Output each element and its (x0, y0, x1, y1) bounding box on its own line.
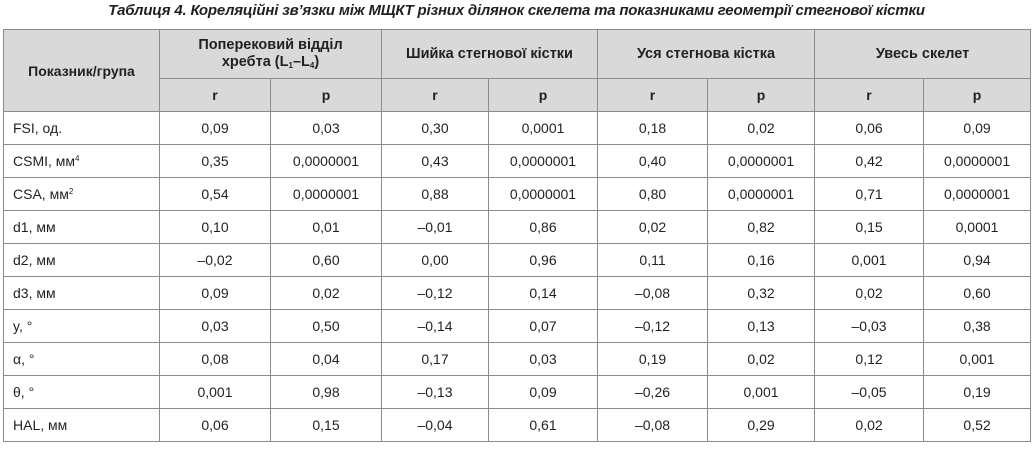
cell-r-value: 0,30 (382, 112, 489, 145)
cell-p-value: 0,0000001 (271, 145, 382, 178)
cell-p-value: 0,96 (489, 244, 598, 277)
table-row (4, 277, 1031, 310)
cell-p-value: 0,52 (924, 409, 1031, 442)
subheader-p: p (924, 79, 1031, 112)
subheader-p: p (489, 79, 598, 112)
cell-p-value: 0,94 (924, 244, 1031, 277)
cell-p-value: 0,14 (489, 277, 598, 310)
cell-r-value: –0,13 (382, 376, 489, 409)
cell-p-value: 0,02 (708, 112, 815, 145)
cell-r-value: 0,40 (598, 145, 708, 178)
cell-r-value: –0,26 (598, 376, 708, 409)
cell-r-value: 0,08 (160, 343, 271, 376)
cell-r-value: 0,88 (382, 178, 489, 211)
cell-r-value: 0,001 (815, 244, 924, 277)
cell-p-value: 0,61 (489, 409, 598, 442)
cell-p-value: 0,07 (489, 310, 598, 343)
correlation-table (3, 29, 1031, 442)
cell-p-value: 0,13 (708, 310, 815, 343)
cell-r-value: 0,43 (382, 145, 489, 178)
row-label: CSMI, $мм^4$ (4, 145, 160, 178)
cell-p-value: 0,60 (924, 277, 1031, 310)
cell-r-value: 0,80 (598, 178, 708, 211)
cell-r-value: 0,54 (160, 178, 271, 211)
cell-r-value: –0,04 (382, 409, 489, 442)
cell-r-value: –0,05 (815, 376, 924, 409)
table-row (4, 112, 1031, 145)
cell-r-value: 0,17 (382, 343, 489, 376)
cell-r-value: 0,00 (382, 244, 489, 277)
cell-p-value: 0,98 (271, 376, 382, 409)
cell-p-value: 0,19 (924, 376, 1031, 409)
cell-p-value: 0,60 (271, 244, 382, 277)
row-label: d2, мм (4, 244, 160, 277)
row-label: θ, ° (4, 376, 160, 409)
group-header-lumbar-spine (160, 30, 382, 79)
cell-r-value: 0,71 (815, 178, 924, 211)
cell-r-value: 0,42 (815, 145, 924, 178)
cell-r-value: –0,08 (598, 409, 708, 442)
cell-p-value: 0,09 (924, 112, 1031, 145)
cell-p-value: 0,03 (271, 112, 382, 145)
row-label: d1, мм (4, 211, 160, 244)
table-row (4, 244, 1031, 277)
row-header-cell: Показник/група (4, 30, 160, 112)
cell-p-value: 0,01 (271, 211, 382, 244)
cell-p-value: 0,0000001 (708, 178, 815, 211)
cell-p-value: 0,0000001 (924, 178, 1031, 211)
cell-r-value: 0,12 (815, 343, 924, 376)
cell-r-value: 0,03 (160, 310, 271, 343)
table-row (4, 376, 1031, 409)
row-label: d3, мм (4, 277, 160, 310)
table-header (4, 30, 1031, 112)
cell-r-value: 0,19 (598, 343, 708, 376)
cell-p-value: 0,001 (924, 343, 1031, 376)
cell-r-value: 0,06 (160, 409, 271, 442)
subheader-r: r (598, 79, 708, 112)
cell-r-value: –0,02 (160, 244, 271, 277)
cell-p-value: 0,82 (708, 211, 815, 244)
table-row (4, 310, 1031, 343)
cell-r-value: 0,11 (598, 244, 708, 277)
cell-r-value: –0,14 (382, 310, 489, 343)
cell-p-value: 0,86 (489, 211, 598, 244)
row-label: α, ° (4, 343, 160, 376)
cell-r-value: 0,02 (815, 409, 924, 442)
group-header-lumbar-line2: хребта $(L_1-L_4)$ (221, 54, 320, 70)
table-row (4, 145, 1031, 178)
cell-r-value: 0,001 (160, 376, 271, 409)
cell-p-value: 0,04 (271, 343, 382, 376)
row-label: FSI, од. (4, 112, 160, 145)
cell-p-value: 0,15 (271, 409, 382, 442)
cell-p-value: 0,09 (489, 376, 598, 409)
cell-p-value: 0,0000001 (271, 178, 382, 211)
cell-p-value: 0,29 (708, 409, 815, 442)
cell-p-value: 0,0000001 (489, 145, 598, 178)
cell-r-value: 0,02 (598, 211, 708, 244)
cell-p-value: 0,02 (271, 277, 382, 310)
row-label: HAL, мм (4, 409, 160, 442)
cell-p-value: 0,16 (708, 244, 815, 277)
row-label: y, ° (4, 310, 160, 343)
cell-r-value: 0,18 (598, 112, 708, 145)
table-row (4, 178, 1031, 211)
group-header-whole-skeleton: Увесь скелет (815, 30, 1031, 79)
cell-r-value: –0,12 (382, 277, 489, 310)
cell-r-value: 0,09 (160, 112, 271, 145)
subheader-p: p (708, 79, 815, 112)
table-caption: Таблиця 4. Кореляційні зв’язки між МЩКТ різних ділянок скелета та показниками геометрії стегнової кістки (108, 2, 925, 19)
cell-p-value: 0,0001 (924, 211, 1031, 244)
cell-p-value: 0,0000001 (489, 178, 598, 211)
cell-p-value: 0,50 (271, 310, 382, 343)
table-row (4, 409, 1031, 442)
group-header-total-femur: Уся стегнова кістка (598, 30, 815, 79)
cell-r-value: –0,08 (598, 277, 708, 310)
subheader-r: r (815, 79, 924, 112)
cell-r-value: 0,35 (160, 145, 271, 178)
cell-r-value: –0,03 (815, 310, 924, 343)
cell-p-value: 0,0000001 (924, 145, 1031, 178)
cell-r-value: 0,02 (815, 277, 924, 310)
group-header-femoral-neck: Шийка стегнової кістки (382, 30, 598, 79)
cell-p-value: 0,38 (924, 310, 1031, 343)
cell-r-value: 0,15 (815, 211, 924, 244)
cell-p-value: 0,001 (708, 376, 815, 409)
cell-p-value: 0,32 (708, 277, 815, 310)
cell-r-value: 0,10 (160, 211, 271, 244)
group-header-lumbar-line1: Поперековий відділ (198, 37, 343, 53)
table-body (4, 112, 1031, 442)
cell-p-value: 0,0001 (489, 112, 598, 145)
cell-p-value: 0,03 (489, 343, 598, 376)
row-label: CSA, $мм^2$ (4, 178, 160, 211)
subheader-r: r (160, 79, 271, 112)
cell-r-value: –0,01 (382, 211, 489, 244)
subheader-r: r (382, 79, 489, 112)
cell-r-value: 0,09 (160, 277, 271, 310)
cell-p-value: 0,0000001 (708, 145, 815, 178)
table-row (4, 343, 1031, 376)
table-row (4, 211, 1031, 244)
cell-r-value: –0,12 (598, 310, 708, 343)
subheader-p: p (271, 79, 382, 112)
cell-r-value: 0,06 (815, 112, 924, 145)
cell-p-value: 0,02 (708, 343, 815, 376)
